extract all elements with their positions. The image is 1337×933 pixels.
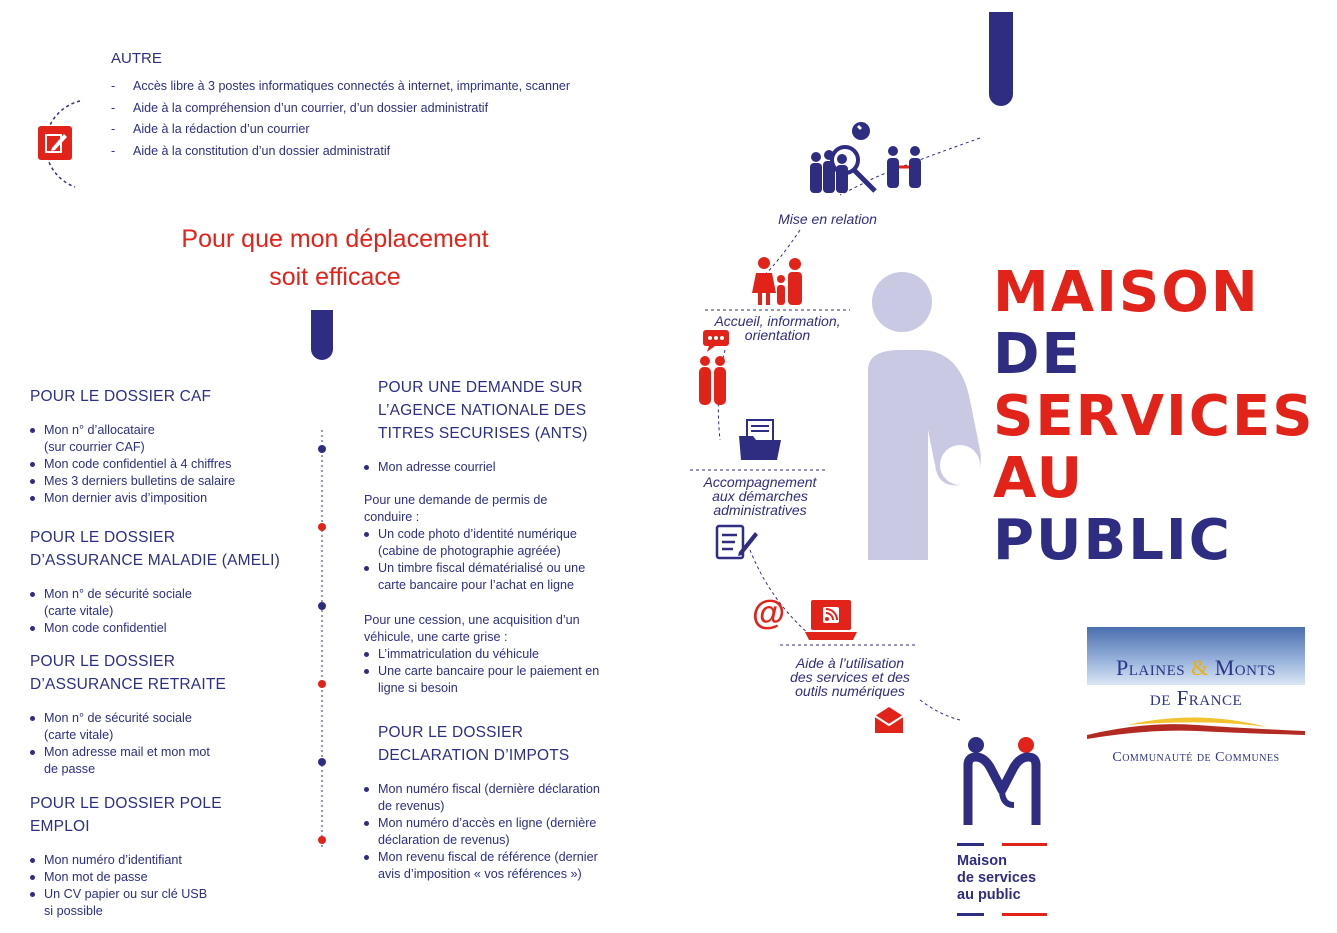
list-item: Mon n° de sécurité sociale	[30, 586, 310, 603]
permis-list	[364, 526, 634, 594]
list-item: Un CV papier ou sur clé USB	[30, 886, 310, 903]
list-item: Mon code confidentiel	[30, 620, 310, 637]
cession-intro: véhicule, une carte grise :	[364, 630, 508, 644]
laptop-rss-icon	[803, 598, 859, 642]
hills-graphic	[1087, 711, 1305, 745]
navy-bar-small	[311, 310, 333, 360]
autre-list	[111, 76, 570, 163]
permis-intro: conduire :	[364, 510, 420, 524]
section-title: POUR LE DOSSIER CAF	[30, 388, 212, 405]
section-title: POUR LE DOSSIER POLE	[30, 795, 222, 812]
ants-list	[364, 459, 634, 476]
msap-red-dash	[957, 913, 1047, 916]
list-item: Un code photo d’identité numérique	[364, 526, 634, 543]
list-item: - Aide à la rédaction d’un courrier	[111, 119, 570, 141]
list-item-continuation: ligne si besoin	[378, 681, 458, 695]
section-title: D’ASSURANCE MALADIE (AMELI)	[30, 552, 281, 569]
ants-section	[364, 376, 634, 697]
title-line: MAISON	[993, 260, 1260, 325]
list-item: Mon adresse mail et mon mot	[30, 744, 310, 761]
caf-list	[30, 422, 300, 507]
section-title: D’ASSURANCE RETRAITE	[30, 676, 227, 693]
family-icon	[750, 255, 806, 307]
list-item: - Aide à la compréhension d’un courrier, d’un dossier administratif	[111, 98, 570, 120]
maison-services-title	[993, 262, 1315, 572]
list-item: L’immatriculation du véhicule	[364, 646, 634, 663]
list-item-continuation: de passe	[44, 762, 96, 776]
list-item: Mes 3 derniers bulletins de salaire	[30, 473, 300, 490]
list-item: Mon code confidentiel à 4 chiffres	[30, 456, 300, 473]
efficiency-heading: Pour que mon déplacement soit efficace	[181, 225, 489, 291]
pm-line3: Communauté de Communes	[1112, 750, 1280, 765]
section-title: L’AGENCE NATIONALE DES	[378, 402, 587, 419]
caf-section	[30, 385, 300, 507]
title-line: AU	[993, 446, 1085, 511]
list-item-continuation: (sur courrier CAF)	[44, 440, 145, 454]
envelope-icon	[873, 706, 905, 734]
pole-emploi-list	[30, 852, 310, 920]
list-item-continuation: si possible	[44, 904, 103, 918]
list-item-continuation: (carte vitale)	[44, 728, 114, 742]
list-item: Mon dernier avis d’imposition	[30, 490, 300, 507]
list-item: Une carte bancaire pour le paiement en	[364, 663, 634, 680]
list-item-continuation: de revenus)	[378, 799, 445, 813]
chat-people-icon	[695, 328, 735, 408]
msap-logo-text: Maison de services au public	[957, 853, 1037, 903]
list-item: Mon numéro fiscal (dernière déclaration	[364, 781, 634, 798]
list-item-continuation: carte bancaire pour l’achat en ligne	[378, 578, 575, 592]
title-line: PUBLIC	[993, 508, 1232, 573]
edit-icon	[38, 126, 72, 160]
cession-intro: Pour une cession, une acquisition d’un	[364, 613, 580, 627]
pole-emploi-section	[30, 792, 310, 920]
permis-intro: Pour une demande de permis de	[364, 493, 548, 507]
title-line: DE	[993, 322, 1082, 387]
sky-banner: Plaines & Monts	[1087, 627, 1305, 685]
list-item: Mon revenu fiscal de référence (dernier	[364, 849, 634, 866]
retraite-list	[30, 710, 310, 778]
impots-section	[364, 721, 634, 883]
title-line: SERVICES	[993, 384, 1315, 449]
list-item-continuation: (carte vitale)	[44, 604, 114, 618]
section-title: TITRES SECURISES (ANTS)	[378, 425, 588, 442]
section-title: EMPLOI	[30, 818, 90, 835]
pm-line2: de France	[1149, 686, 1243, 710]
list-item: - Aide à la constitution d’un dossier administratif	[111, 141, 570, 163]
list-item: Mon n° d’allocataire	[30, 422, 300, 439]
timeline-dots	[314, 430, 330, 850]
caption-accueil: Accueil, information, orientation	[714, 313, 841, 343]
folder-icon	[737, 418, 783, 462]
list-item: Un timbre fiscal dématérialisé ou une	[364, 560, 634, 577]
clipboard-pen-icon	[713, 522, 759, 562]
autre-title: AUTRE	[111, 50, 162, 67]
list-item-continuation: avis d’imposition « vos références »)	[378, 867, 582, 881]
caption-accompagnement: Accompagnement aux démarches administratives	[703, 474, 817, 518]
list-item: Mon numéro d’identifiant	[30, 852, 310, 869]
mise-en-relation-icon	[805, 115, 930, 200]
ameli-section	[30, 526, 310, 637]
section-title: POUR LE DOSSIER	[30, 529, 176, 546]
retraite-section	[30, 650, 310, 778]
msap-logo-mark	[962, 735, 1042, 830]
list-item-continuation: (cabine de photographie agréée)	[378, 544, 561, 558]
impots-list	[364, 781, 634, 883]
list-item: Mon n° de sécurité sociale	[30, 710, 310, 727]
caption-mise-en-relation: Mise en relation	[778, 211, 877, 227]
msap-red-dash	[957, 843, 1047, 846]
list-item-continuation: déclaration de revenus)	[378, 833, 510, 847]
section-title: POUR UNE DEMANDE SUR	[378, 379, 583, 396]
cession-list	[364, 646, 634, 697]
list-item: Mon mot de passe	[30, 869, 310, 886]
section-title: POUR LE DOSSIER	[378, 724, 524, 741]
navy-bar-top	[989, 12, 1013, 106]
section-title: DECLARATION D’IMPOTS	[378, 747, 570, 764]
section-title: POUR LE DOSSIER	[30, 653, 176, 670]
at-icon: @	[752, 594, 786, 632]
ameli-list	[30, 586, 310, 637]
list-item: Mon adresse courriel	[364, 459, 634, 476]
plaines-monts-logo	[1087, 627, 1305, 782]
caption-aide-numerique: Aide à l’utilisation des services et des outils numériques	[790, 655, 910, 699]
list-item: - Accès libre à 3 postes informatiques connectés à internet, imprimante, scanner	[111, 76, 570, 98]
list-item: Mon numéro d’accès en ligne (dernière	[364, 815, 634, 832]
